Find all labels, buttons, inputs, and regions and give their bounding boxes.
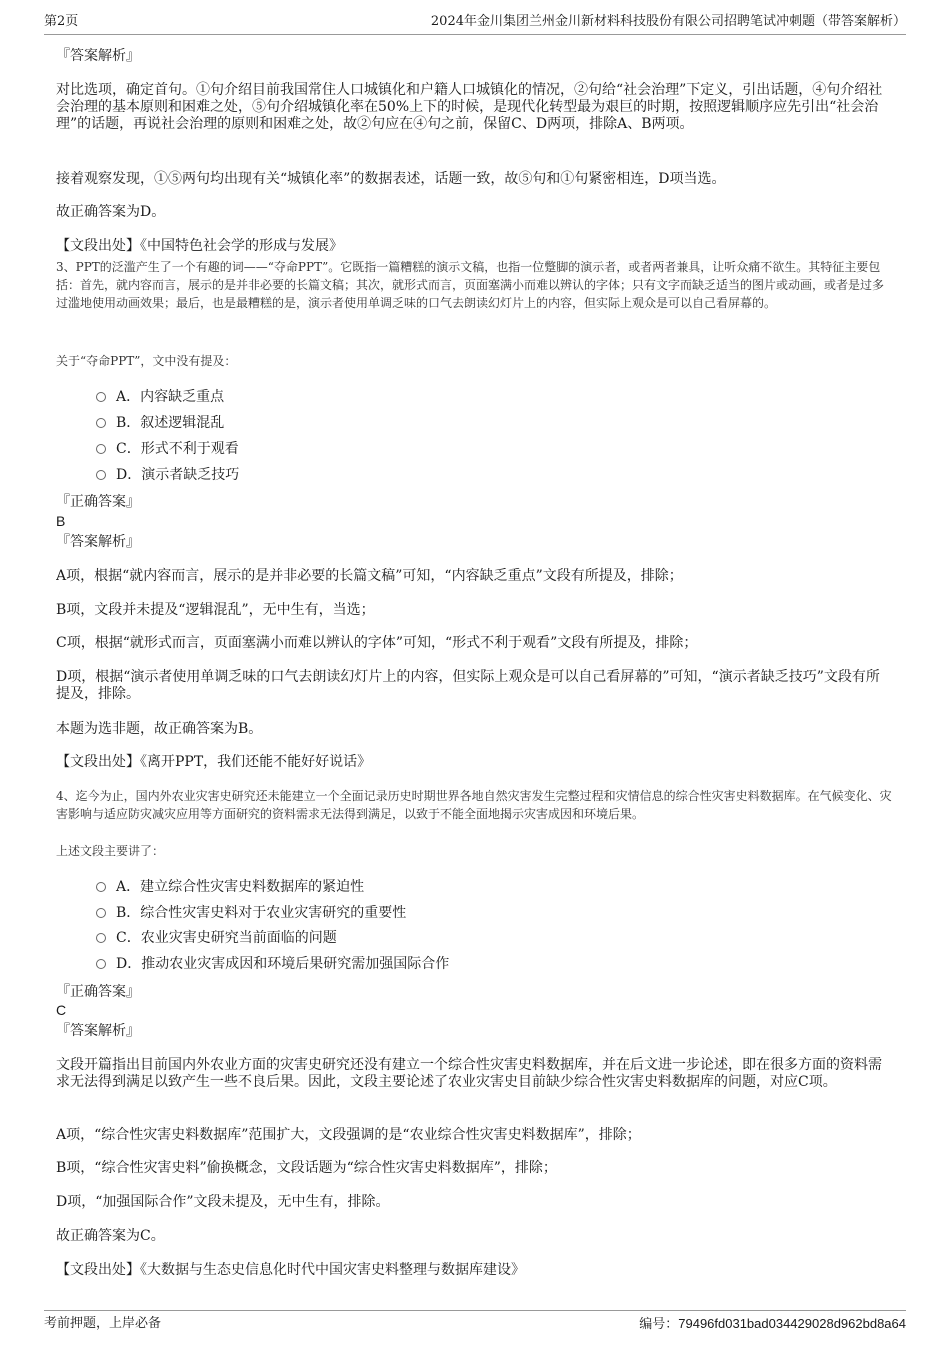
q2-analysis-p3: 故正确答案为D。: [56, 204, 166, 220]
radio-icon[interactable]: [96, 959, 106, 969]
q4-analysis-label: 『答案解析』: [56, 1023, 140, 1039]
q4-analysis-b: B项，“综合性灾害史料”偷换概念，文段话题为“综合性灾害史料数据库”，排除；: [56, 1160, 557, 1176]
q4-analysis-a: A项，“综合性灾害史料数据库”范围扩大，文段强调的是“农业综合性灾害史料数据库”，排除；: [56, 1127, 641, 1143]
q4-correct-label: 『正确答案』: [56, 984, 140, 1000]
q4-option-b-label: B．综合性灾害史料对于农业灾害研究的重要性: [116, 905, 407, 921]
q4-option-d[interactable]: [96, 955, 449, 973]
q3-analysis-conclusion: 本题为选非题，故正确答案为B。: [56, 721, 263, 737]
q3-analysis-d: D项，根据“演示者使用单调乏味的口气去朗读幻灯片上的内容，但实际上观众是可以自己看屏幕的”可知，“演示者缺乏技巧”文段有所提及，排除。: [56, 669, 880, 702]
cut-off-text-line: [56, 1296, 892, 1300]
q3-question: 关于“夺命PPT”，文中没有提及：: [56, 354, 237, 368]
q3-analysis-b: B项，文段并未提及“逻辑混乱”，无中生有，当选；: [56, 602, 375, 618]
q3-option-a[interactable]: [96, 388, 224, 406]
document-title: 2024年金川集团兰州金川新材料科技股份有限公司招聘笔试冲刺题（带答案解析）: [430, 14, 906, 29]
radio-icon[interactable]: [96, 470, 106, 480]
q4-option-a[interactable]: [96, 878, 364, 896]
q3-option-c-label: C．形式不利于观看: [116, 441, 239, 457]
q4-question: 上述文段主要讲了：: [56, 844, 165, 858]
footer-slogan: 考前押题，上岸必备: [44, 1316, 162, 1331]
radio-icon[interactable]: [96, 418, 106, 428]
q3-option-c[interactable]: [96, 440, 239, 458]
q3-source: 【文段出处】《离开PPT，我们还能不能好好说话》: [56, 754, 372, 770]
page-header: [44, 12, 906, 35]
q4-option-b[interactable]: [96, 904, 406, 922]
radio-icon[interactable]: [96, 933, 106, 943]
q2-analysis-p2: 接着观察发现，①⑤两句均出现有关“城镇化率”的数据表述，话题一致，故⑤句和①句紧密相连，D项当选。: [56, 171, 726, 187]
q4-stem: 4、迄今为止，国内外农业灾害史研究还未能建立一个全面记录历史时期世界各地自然灾害发生完整过程和灾情信息的综合性灾害史料数据库。在气候变化、灾害影响与适应防灾减灾应用等方面研究的资料需求无法得到满足，以致于不能全面地揭示灾害成因和环境后果。: [56, 789, 892, 821]
document-body: [56, 38, 898, 1300]
radio-icon[interactable]: [96, 444, 106, 454]
q3-analysis-label: 『答案解析』: [56, 534, 140, 550]
q2-analysis-label: 『答案解析』: [56, 48, 140, 64]
q3-correct-label: 『正确答案』: [56, 494, 140, 510]
q3-analysis-c: C项，根据“就形式而言，页面塞满小而难以辨认的字体”可知，“形式不利于观看”文段有所提及，排除；: [56, 635, 698, 651]
q4-analysis-conclusion: 故正确答案为C。: [56, 1228, 165, 1244]
q4-analysis-summary: 文段开篇指出目前国内外农业方面的灾害史研究还没有建立一个综合性灾害史料数据库，并在后文进一步论述，即在很多方面的资料需求无法得到满足以致产生一些不良后果。因此，文段主要论述了农业灾害史目前缺少综合性灾害史料数据库的问题，对应C项。: [56, 1057, 882, 1090]
q4-source: 【文段出处】《大数据与生态史信息化时代中国灾害史料整理与数据库建设》: [56, 1262, 525, 1278]
q3-correct-answer: B: [56, 513, 66, 529]
q3-analysis-a: A项，根据“就内容而言，展示的是并非必要的长篇文稿”可知，“内容缺乏重点”文段有所提及，排除；: [56, 568, 683, 584]
radio-icon[interactable]: [96, 882, 106, 892]
radio-icon[interactable]: [96, 908, 106, 918]
q4-option-c[interactable]: [96, 929, 337, 947]
q3-option-a-label: A．内容缺乏重点: [116, 389, 225, 405]
radio-icon[interactable]: [96, 392, 106, 402]
q4-correct-answer: C: [56, 1002, 67, 1018]
page-number: 第2页: [44, 14, 79, 29]
q3-option-b-label: B．叙述逻辑混乱: [116, 415, 225, 431]
q3-option-b[interactable]: [96, 414, 224, 432]
q4-analysis-d: D项，“加强国际合作”文段未提及，无中生有，排除。: [56, 1194, 390, 1210]
document-code: 编号：79496fd031bad034429028d962bd8a64: [639, 1316, 906, 1331]
q4-option-a-label: A．建立综合性灾害史料数据库的紧迫性: [116, 879, 365, 895]
q4-option-c-label: C．农业灾害史研究当前面临的问题: [116, 930, 337, 946]
page-footer: [44, 1310, 906, 1335]
q2-source: 【文段出处】《中国特色社会学的形成与发展》: [56, 238, 343, 254]
q4-option-d-label: D．推动农业灾害成因和环境后果研究需加强国际合作: [116, 956, 450, 972]
q2-analysis-p1: 对比选项，确定首句。①句介绍目前我国常住人口城镇化和户籍人口城镇化的情况，②句给“社会治理”下定义，引出话题，④句介绍社会治理的基本原则和困难之处，⑤句介绍城镇化率在50%上下的时候，是现代化转型最为艰巨的时期，按照逻辑顺序应先引出“社会治理”的话题，再说社会治理的原则和困难之处，故②句应在④句之前，保留C、D两项，排除A、B两项。: [56, 82, 883, 132]
q3-option-d[interactable]: [96, 466, 239, 484]
q3-option-d-label: D．演示者缺乏技巧: [116, 467, 240, 483]
q3-stem: 3、PPT的泛滥产生了一个有趣的词——“夺命PPT”。它既指一篇糟糕的演示文稿，也指一位蹩脚的演示者，或者两者兼具，让听众痛不欲生。其特征主要包括：首先，就内容而言，展示的是并非必要的长篇文稿；其次，就形式而言，页面塞满小而难以辨认的字体；只有文字而缺乏适当的图片或动画，或者是过多过滥地使用动画效果；最后，也是最糟糕的是，演示者使用单调乏味的口气去朗读幻灯片上的内容，但实际上观众是可以自己看屏幕的。: [56, 260, 885, 310]
